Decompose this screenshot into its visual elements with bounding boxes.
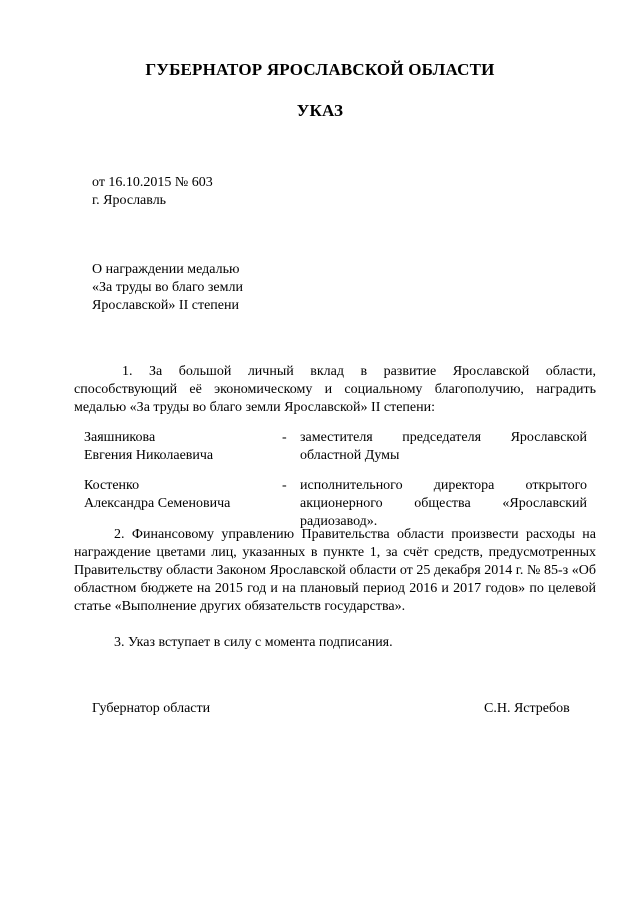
signature-name: С.Н. Ястребов: [484, 701, 570, 716]
awardee-dash: -: [282, 430, 287, 445]
subject-line: Ярославской» II степени: [92, 298, 239, 313]
document-type-heading: УКАЗ: [296, 101, 344, 120]
paragraph-1: 1. За большой личный вклад в развитие Ярославской области, способствующий её экономическому и социальному благополучию, наградить медалью «За труды во благо земли Ярославской» II степени:: [74, 364, 596, 415]
awardee-position: исполнительного директора открытого акционерного общества «Ярославский радиозавод».: [300, 478, 587, 529]
paragraph-3: 3. Указ вступает в силу с момента подписания.: [114, 635, 393, 650]
date-number: от 16.10.2015 № 603: [92, 175, 213, 190]
awardee-position: заместителя председателя Ярославской областной Думы: [300, 430, 587, 463]
subject-line: О награждении медалью: [92, 262, 240, 277]
signature-title: Губернатор области: [92, 701, 211, 716]
awardee-given-names: Александра Семеновича: [84, 496, 231, 511]
awardee-surname: Костенко: [84, 478, 140, 493]
authority-heading: ГУБЕРНАТОР ЯРОСЛАВСКОЙ ОБЛАСТИ: [145, 60, 495, 79]
city: г. Ярославль: [92, 193, 167, 208]
subject-line: «За труды во благо земли: [92, 280, 243, 295]
paragraph-2: 2. Финансовому управлению Правительства области произвести расходы на награждение цветами лиц, указанных в пункте 1, за счёт средств, предусмотренных Правительству области Законом Ярославской области от 25 декабря 2014 г. № 85-з «Об областном бюджете на 2015 год и на плановый период 2016 и 2017 годов» по целевой статье «Выполнение других обязательств государства».: [74, 527, 596, 614]
awardee-surname: Заяшникова: [84, 430, 156, 445]
awardee-dash: -: [282, 478, 287, 493]
awardee-given-names: Евгения Николаевича: [84, 448, 214, 463]
